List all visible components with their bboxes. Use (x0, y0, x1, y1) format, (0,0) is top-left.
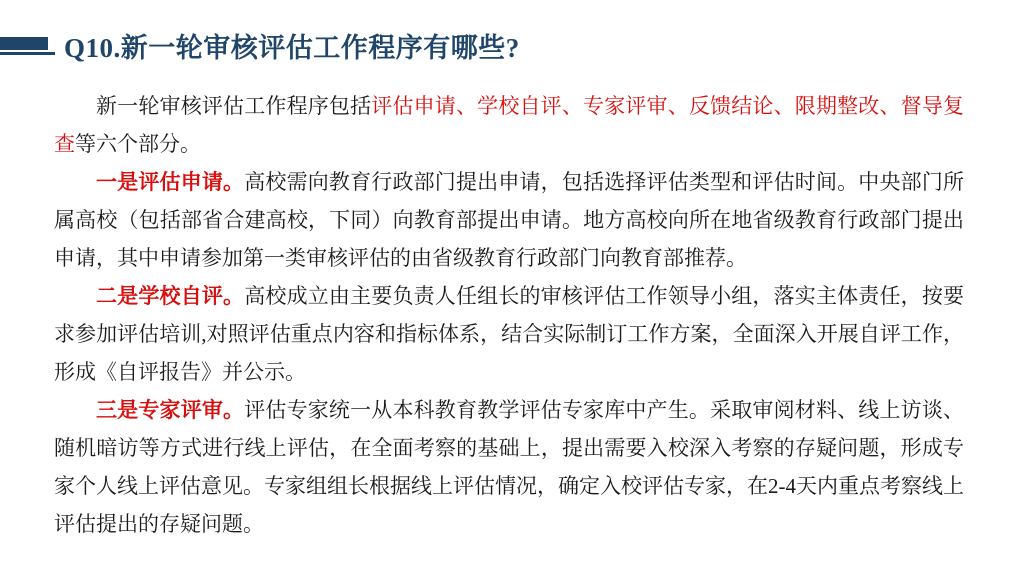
paragraph-step-1-application (54, 163, 964, 277)
title-accent-bar (0, 37, 48, 50)
slide-body (54, 87, 964, 543)
text-segment: 高校成立由主要负责人任组长的审核评估工作领导小组，落实主体责任，按要求参加评估培训,对照评估重点内容和指标体系，结合实际制订工作方案，全面深入开展自评工作，形成《自评报告》并公示。 (54, 284, 965, 384)
text-segment-red-steps-list: 评估申请、学校自评、专家评审、反馈结论、限期整改、督导复查 (54, 94, 965, 156)
text-segment: 新一轮审核评估工作程序包括 (96, 94, 372, 118)
text-segment: 评估专家统一从本科教育教学评估专家库中产生。采取审阅材料、线上访谈、随机暗访等方式进行线上评估，在全面考察的基础上，提出需要入校深入考察的存疑问题，形成专家个人线上评估意见。专家组组长根据线上评估情况，确定入校评估专家，在2-4天内重点考察线上评估提出的存疑问题。 (54, 398, 965, 536)
paragraph-step-2-self-evaluation (54, 277, 964, 391)
text-segment: 等六个部分。 (75, 132, 201, 156)
slide-header (0, 0, 1024, 70)
step-3-lead-in: 三是专家评审。 (96, 398, 245, 422)
paragraph-overview (54, 87, 964, 163)
paragraph-step-3-expert-review (54, 391, 964, 543)
step-1-lead-in: 一是评估申请。 (96, 170, 245, 194)
text-segment: 高校需向教育行政部门提出申请，包括选择评估类型和评估时间。中央部门所属高校（包括部省合建高校，下同）向教育部提出申请。地方高校向所在地省级教育行政部门提出申请，其中申请参加第一类审核评估的由省级教育行政部门向教育部推荐。 (54, 170, 965, 270)
page-title: Q10.新一轮审核评估工作程序有哪些? (64, 33, 520, 63)
step-2-lead-in: 二是学校自评。 (96, 284, 245, 308)
title-accent-underline (0, 52, 55, 55)
